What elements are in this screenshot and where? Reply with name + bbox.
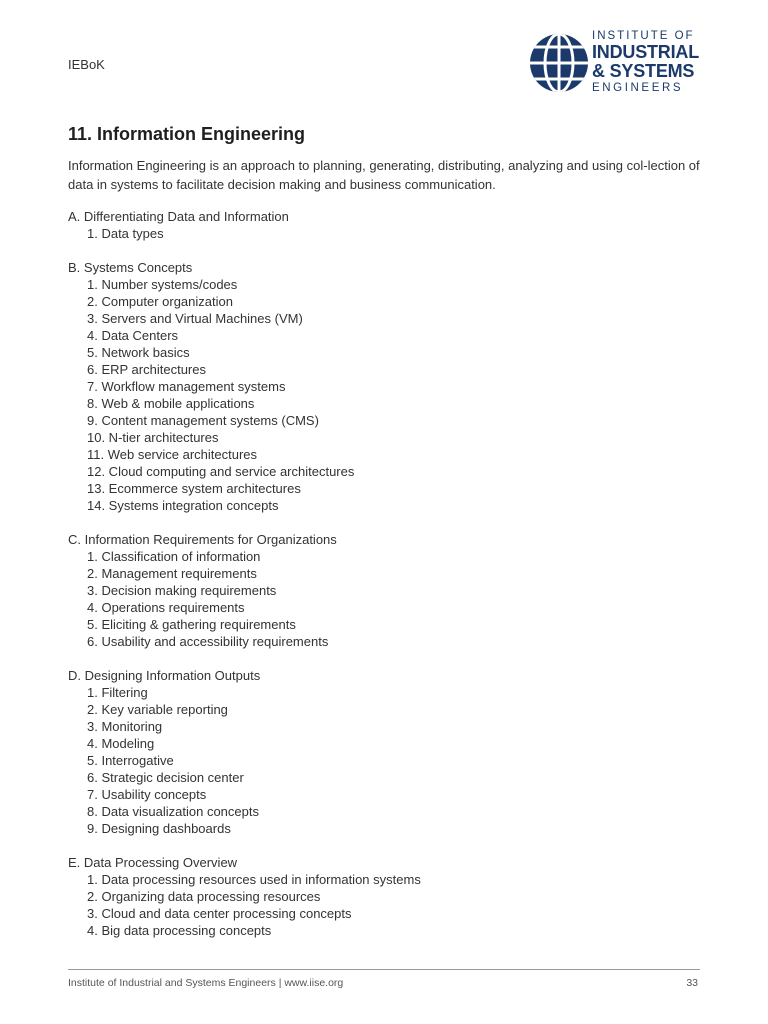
- outline-item: 1. Data types: [87, 226, 164, 241]
- header-label: IEBoK: [68, 57, 105, 72]
- logo-line-3: & SYSTEMS: [592, 61, 695, 81]
- outline-item: 2. Computer organization: [87, 294, 233, 309]
- outline-item: 1. Filtering: [87, 685, 148, 700]
- globe-icon: [528, 32, 590, 94]
- outline-item: 8. Data visualization concepts: [87, 804, 259, 819]
- outline-item: 9. Content management systems (CMS): [87, 413, 319, 428]
- iise-logo: [528, 30, 708, 96]
- page-number: 33: [686, 977, 698, 989]
- outline-item: 4. Big data processing concepts: [87, 923, 272, 938]
- outline-item: 3. Decision making requirements: [87, 583, 277, 598]
- outline-section: [68, 854, 708, 939]
- topic-outline: [68, 208, 708, 956]
- outline-item: 2. Organizing data processing resources: [87, 889, 321, 904]
- outline-item: 2. Management requirements: [87, 566, 257, 581]
- page-title: 11. Information Engineering: [68, 124, 306, 144]
- outline-item: 9. Designing dashboards: [87, 821, 231, 836]
- footer-text: Institute of Industrial and Systems Engineers | www.iise.org: [68, 977, 344, 989]
- outline-item: 2. Key variable reporting: [87, 702, 228, 717]
- outline-item: 7. Usability concepts: [87, 787, 207, 802]
- outline-item: 1. Number systems/codes: [87, 277, 238, 292]
- outline-item: 8. Web & mobile applications: [87, 396, 255, 411]
- section-heading: D. Designing Information Outputs: [68, 668, 261, 683]
- footer-divider: [68, 969, 700, 970]
- outline-item: 13. Ecommerce system architectures: [87, 481, 301, 496]
- outline-section: [68, 531, 708, 650]
- outline-item: 6. Usability and accessibility requirements: [87, 634, 329, 649]
- outline-item: 6. ERP architectures: [87, 362, 206, 377]
- outline-item: 1. Classification of information: [87, 549, 261, 564]
- logo-line-2: INDUSTRIAL: [592, 42, 699, 62]
- outline-item: 11. Web service architectures: [87, 447, 258, 462]
- outline-item: 1. Data processing resources used in information systems: [87, 872, 421, 887]
- outline-item: 3. Cloud and data center processing concepts: [87, 906, 352, 921]
- section-heading: E. Data Processing Overview: [68, 855, 238, 870]
- section-heading: C. Information Requirements for Organizations: [68, 532, 337, 547]
- outline-item: 4. Modeling: [87, 736, 155, 751]
- outline-section: [68, 667, 708, 837]
- outline-section: [68, 259, 708, 514]
- intro-paragraph: Information Engineering is an approach to planning, generating, distributing, analyzing and using col-lection of data in systems to facilitate decision making and business communication.: [68, 158, 700, 192]
- outline-item: 4. Operations requirements: [87, 600, 245, 615]
- outline-item: 7. Workflow management systems: [87, 379, 286, 394]
- outline-item: 5. Eliciting & gathering requirements: [87, 617, 296, 632]
- outline-item: 5. Network basics: [87, 345, 190, 360]
- outline-section: [68, 208, 708, 242]
- outline-item: 14. Systems integration concepts: [87, 498, 279, 513]
- outline-item: 10. N-tier architectures: [87, 430, 219, 445]
- outline-item: 3. Monitoring: [87, 719, 163, 734]
- logo-line-4: ENGINEERS: [592, 82, 684, 94]
- outline-item: 3. Servers and Virtual Machines (VM): [87, 311, 303, 326]
- outline-item: 5. Interrogative: [87, 753, 174, 768]
- logo-line-1: INSTITUTE OF: [592, 30, 695, 42]
- section-heading: A. Differentiating Data and Information: [68, 209, 289, 224]
- outline-item: 6. Strategic decision center: [87, 770, 244, 785]
- outline-item: 4. Data Centers: [87, 328, 179, 343]
- outline-item: 12. Cloud computing and service architectures: [87, 464, 355, 479]
- section-heading: B. Systems Concepts: [68, 260, 193, 275]
